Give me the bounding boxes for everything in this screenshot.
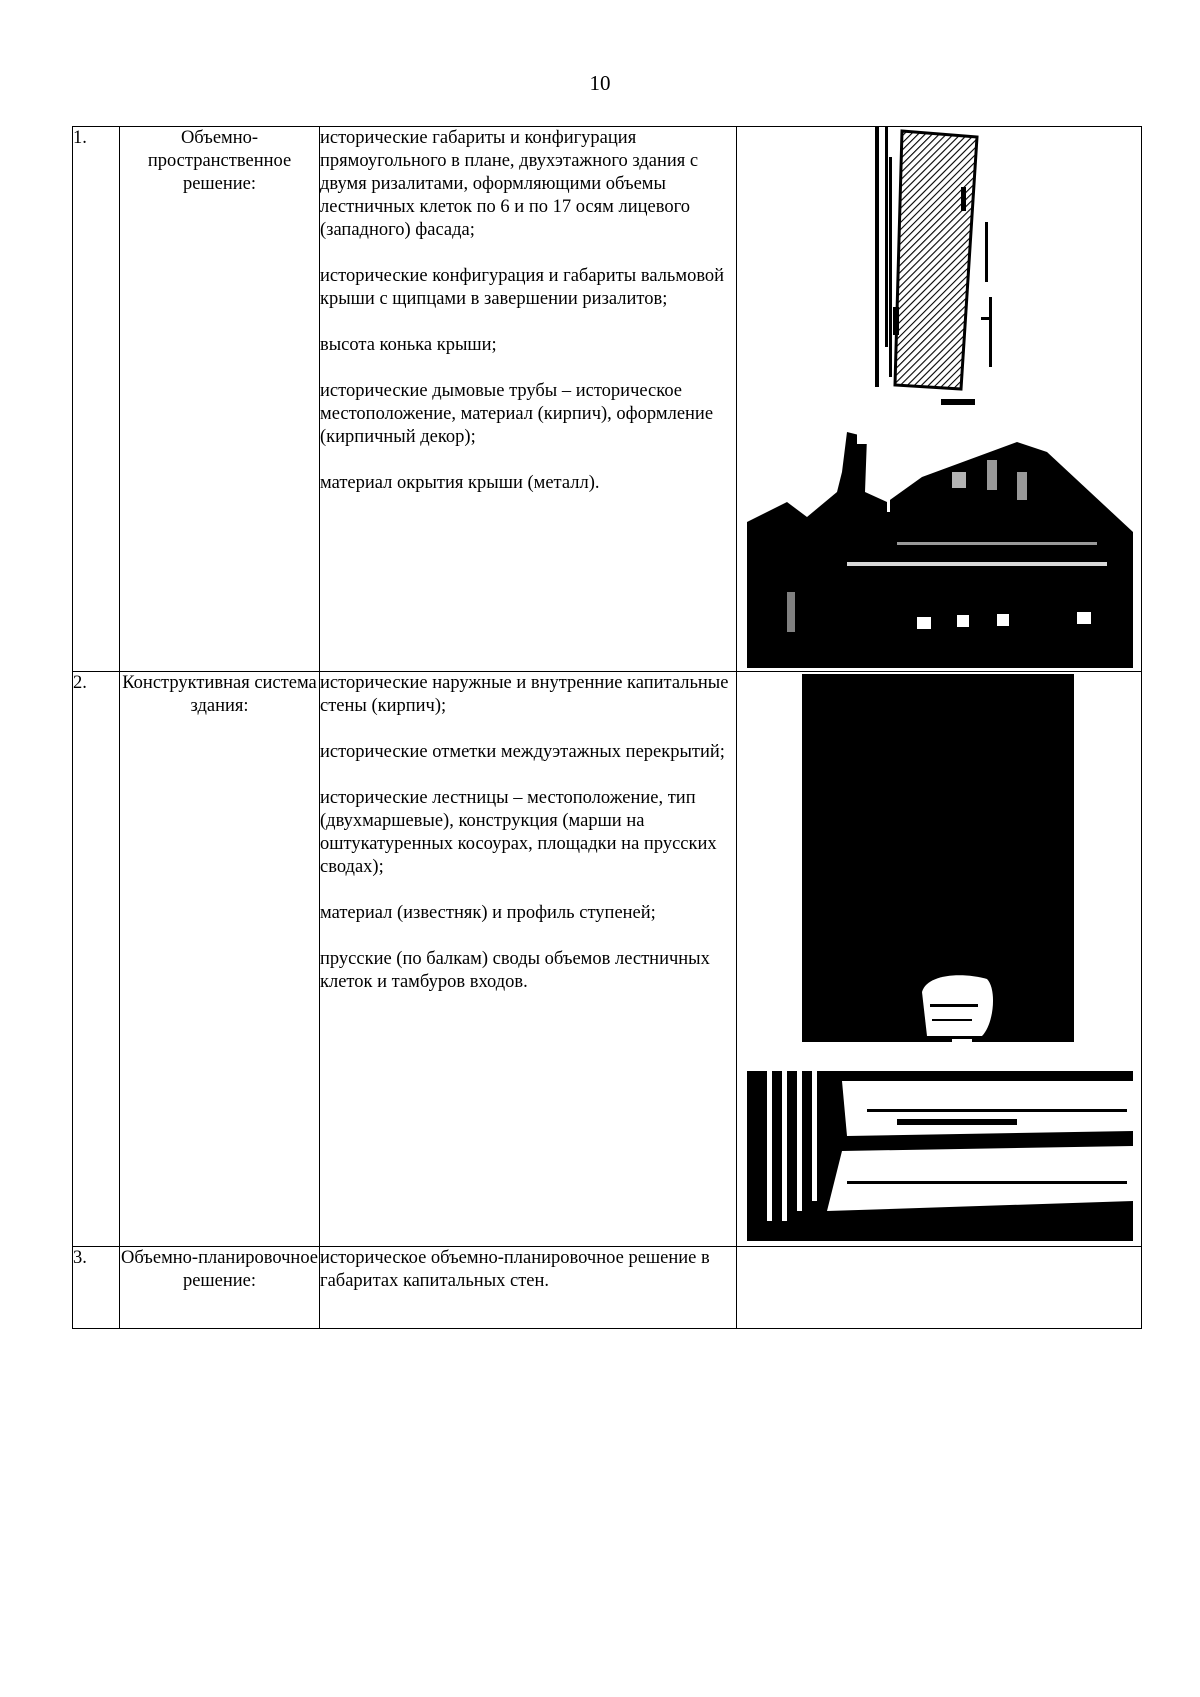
description-item: материал (известняк) и профиль ступеней; [320, 903, 656, 923]
element-description [320, 672, 737, 1247]
description-item: исторические конфигурация и габариты вальмовой крыши с щипцами в завершении ризалитов; [320, 266, 725, 309]
steps-detail-photo [747, 1071, 1133, 1241]
description-item: высота конька крыши; [320, 335, 497, 355]
element-description [320, 127, 737, 672]
description-item: прусские (по балкам) своды объемов лестничных клеток и тамбуров входов. [320, 949, 710, 992]
element-name: Объемно-планировочное решение: [120, 1247, 320, 1329]
element-description [320, 1247, 737, 1329]
protection-subject-table [72, 126, 1142, 1329]
description-item: исторические дымовые трубы – историческое местоположение, материал (кирпич), оформление (кирпичный декор); [320, 381, 714, 447]
illustration-cell [737, 1247, 1142, 1329]
site-plan-image [875, 127, 995, 410]
staircase-photo [802, 674, 1074, 1042]
row-number: 3. [73, 1247, 120, 1329]
element-name: Объемно-пространственное решение: [120, 127, 320, 672]
table-row [73, 1247, 1142, 1329]
description-item: историческое объемно-планировочное решение в габаритах капитальных стен. [320, 1248, 710, 1291]
illustration-cell [737, 672, 1142, 1247]
page-number: 10 [589, 71, 611, 95]
description-item: исторические габариты и конфигурация прямоугольного в плане, двухэтажного здания с двумя ризалитами, оформляющими объемы лестничных клеток по 6 и по 17 осям лицевого (западного) фасада; [320, 128, 699, 240]
row-number: 2. [73, 672, 120, 1247]
description-item: исторические наружные и внутренние капитальные стены (кирпич); [320, 673, 729, 716]
building-photo [747, 432, 1133, 668]
row-number: 1. [73, 127, 120, 672]
description-item: исторические лестницы – местоположение, тип (двухмаршевые), конструкция (марши на оштукатуренных косоурах, площадки на прусских сводах); [320, 788, 717, 877]
table-row [73, 672, 1142, 1247]
description-item: материал окрытия крыши (металл). [320, 473, 600, 493]
element-name: Конструктивная система здания: [120, 672, 320, 1247]
illustration-cell [737, 127, 1142, 672]
table-row [73, 127, 1142, 672]
description-item: исторические отметки междуэтажных перекрытий; [320, 742, 725, 762]
